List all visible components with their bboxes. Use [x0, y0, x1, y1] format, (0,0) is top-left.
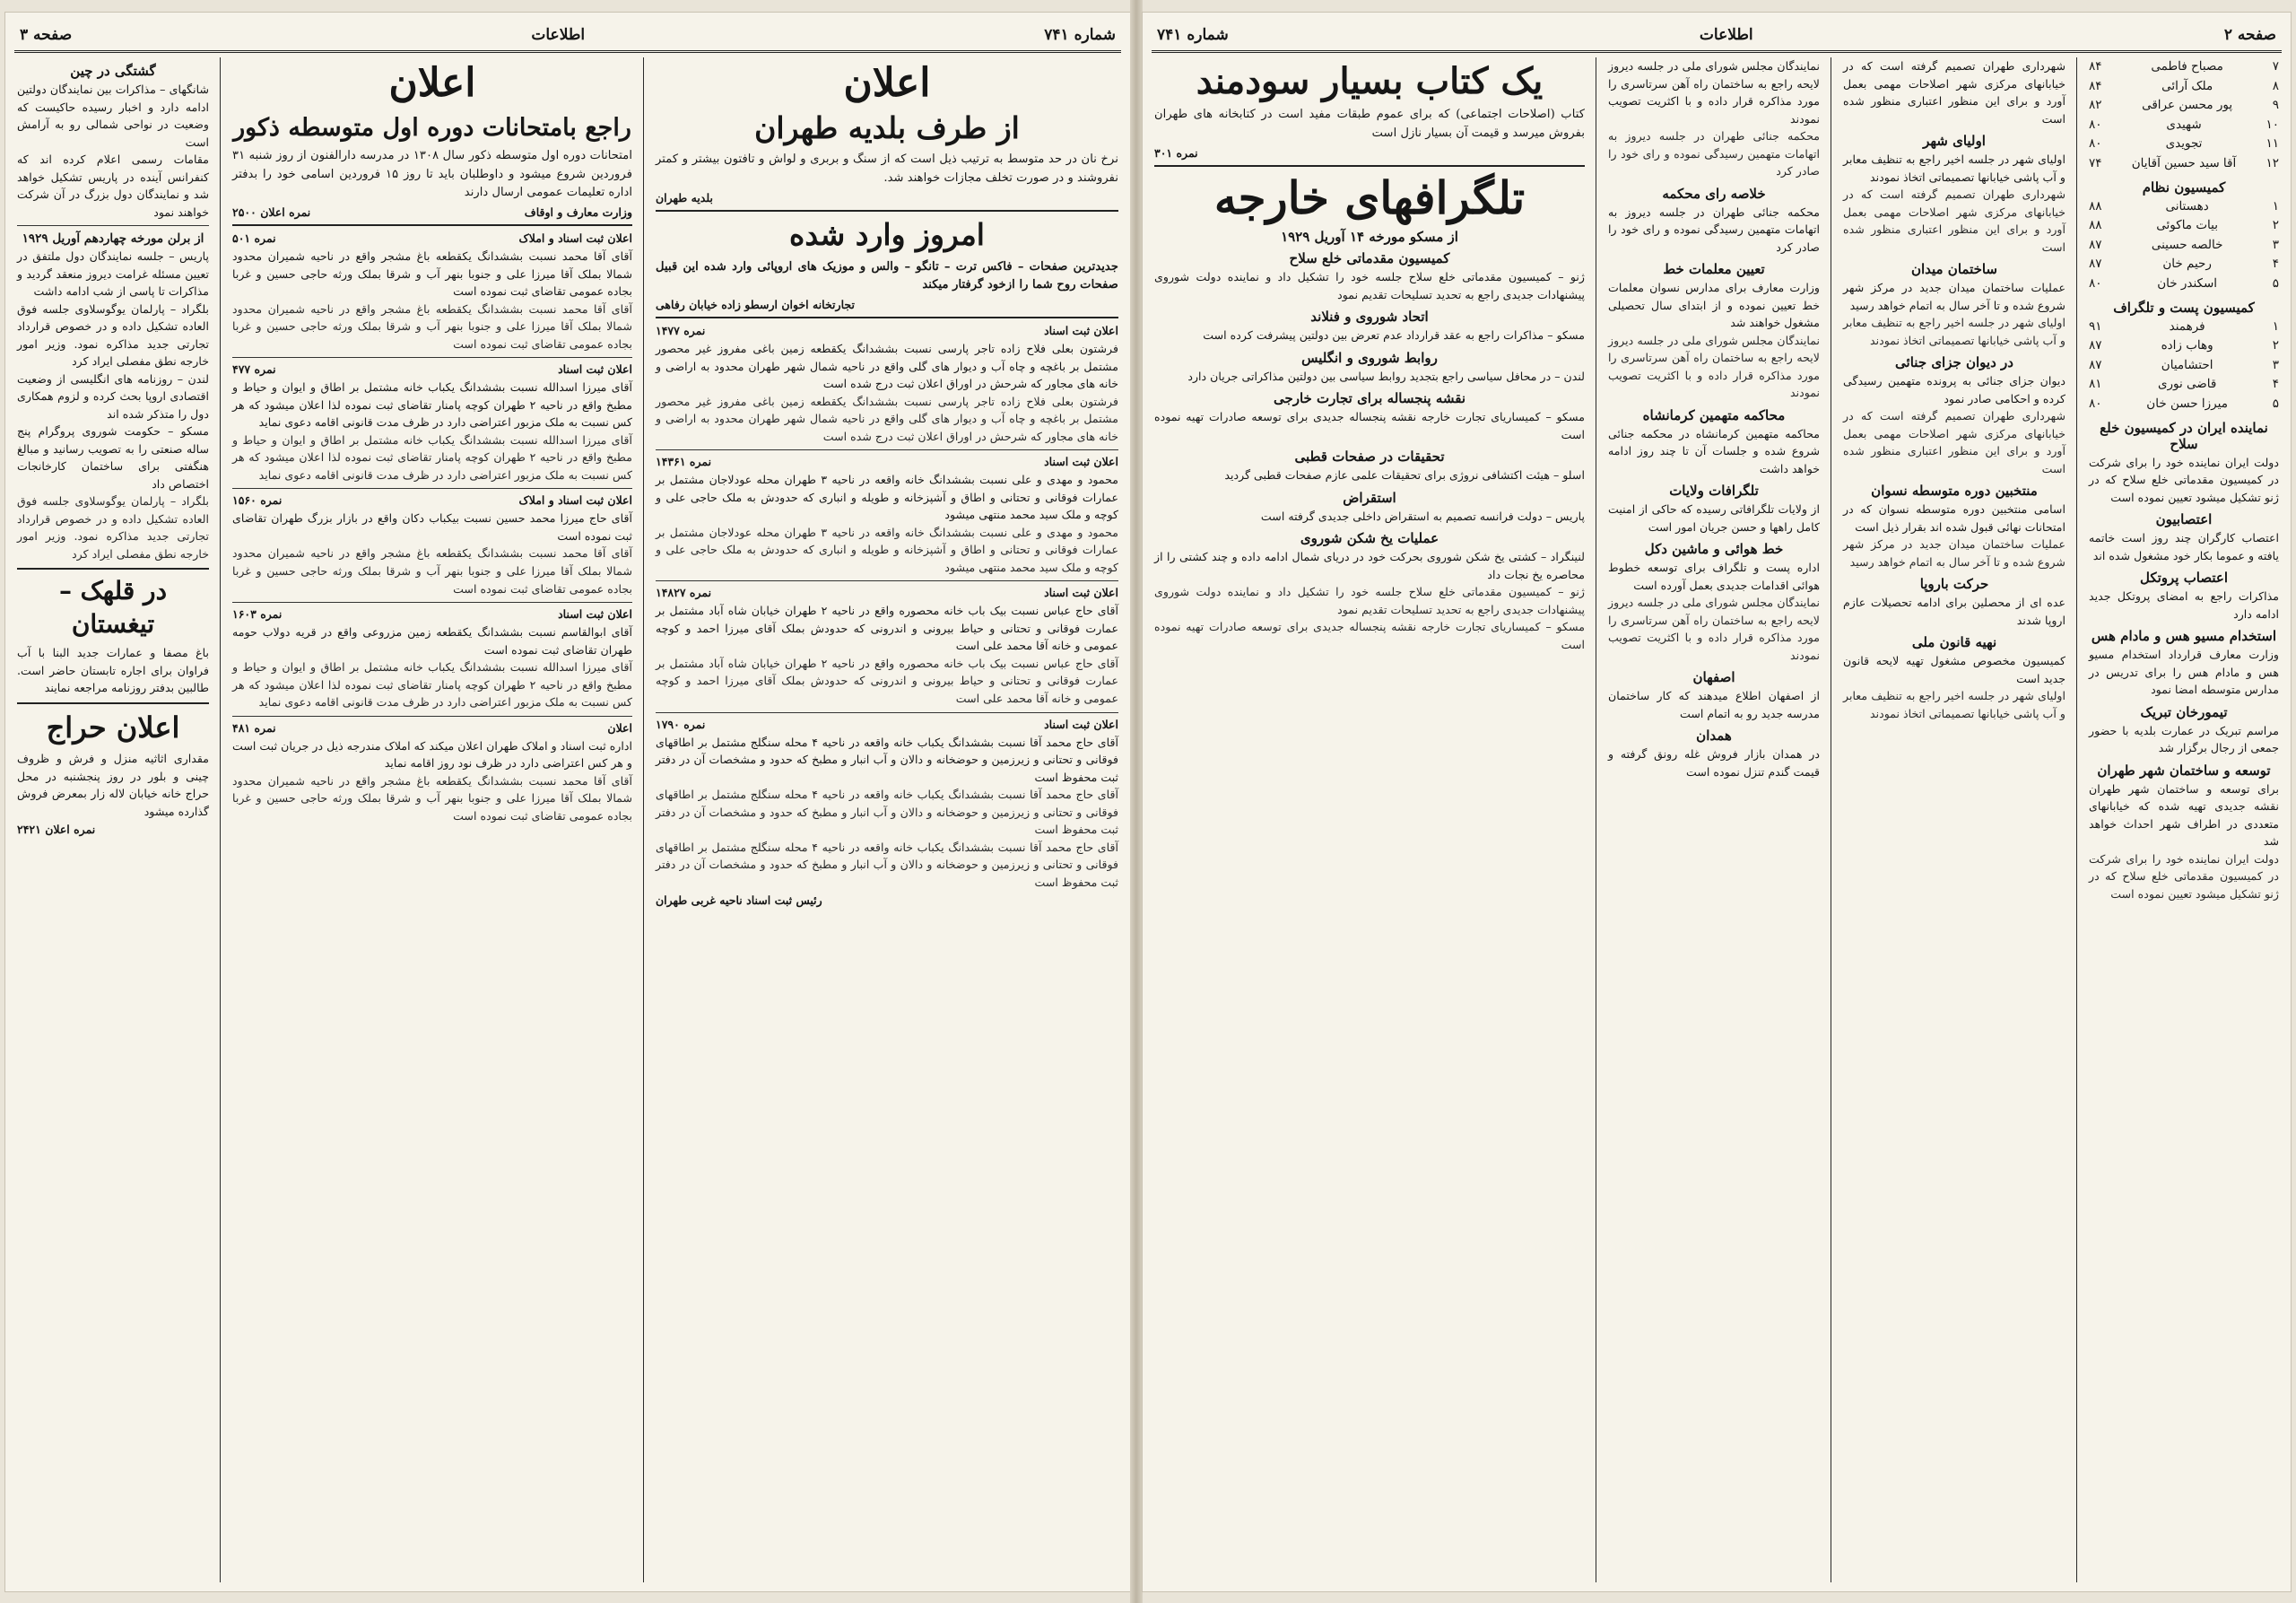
- rp-book-body: کتاب (اصلاحات اجتماعی) که برای عموم طبقات مفید است در کتابخانه های طهران بفروش میرسد و قیمت آن بسیار نازل است: [1154, 108, 1585, 140]
- rp-sub8: توسعه و ساختمان شهر طهران: [2097, 762, 2271, 779]
- lp-n3-body: آقای حاج عباس نسبت بیک باب خانه محصوره واقع در ناحیه ۲ طهران خیابان شاه آباد مشتمل بر عمارت فوقانی و تحتانی و حیاط بیرونی و اندرونی که حدودش بملک آقای میرزا احمد و کوچه عمومی و خانه آقا محمد علی است: [656, 604, 1118, 653]
- lp-n4-body: آقای حاج محمد آقا نسبت بششدانگ یکباب خانه واقعه در ناحیه ۴ محله سنگلج مشتمل بر اطاقهای فوقانی و تحتانی و زیرزمین و حوضخانه و دالان و آب انبار و مطبخ که حدود و مشخصات آن در دفتر ثبت محفوظ است: [656, 735, 1118, 784]
- lp-n4-body-cont: آقای حاج محمد آقا نسبت بششدانگ یکباب خانه واقعه در ناحیه ۴ محله سنگلج مشتمل بر اطاقهای فوقانی و تحتانی و زیرزمین و حوضخانه و دالان و آب انبار و مطبخ که حدود و مشخصات آن در دفتر ثبت محفوظ است: [656, 788, 1118, 837]
- rp-mr-body4-cont: شهرداری طهران تصمیم گرفته است که در خیابانهای مرکزی شهر اصلاحات مهمی بعمل آورد و برای این منظور اعتباری منظور شده است: [1843, 409, 2066, 475]
- rp-ml-body1-cont: محکمه جنائی طهران در جلسه دیروز به اتهامات متهمین رسیدگی نموده و رای خود را صادر کرد: [1608, 129, 1820, 179]
- lp-tiflis-head: در قلهک – تیغستان: [58, 576, 168, 639]
- lp-n1-no: نمره ۱۴۷۷: [656, 324, 706, 338]
- lp-block2: بلگراد – پارلمان یوگوسلاوی جلسه فوق العاده تشکیل داده و در خصوص قرارداد تجارتی جدید مذاکره نمود. وزیر امور خارجه نطق مفصلی ایراد کرد: [17, 301, 209, 369]
- issue-number: شماره ۷۴۱: [1044, 26, 1116, 44]
- rp-ml-body6: اداره پست و تلگراف برای توسعه خطوط هوائی اقدامات جدیدی بعمل آورده است: [1608, 561, 1820, 592]
- list-item: ۸ ملک آرائی ۸۴: [2089, 78, 2279, 93]
- rp-body6: برای توسعه و ساختمان شهر طهران نقشه جدیدی تهیه شده که خیابانهای متعددی در اطراف شهر احداث خواهد شد: [2089, 781, 2279, 849]
- lp-ne-body: اداره ثبت اسناد و املاک طهران اعلان میکند که املاک مندرجه ذیل در جریان ثبت است و هر کس اعتراضی دارد در ظرف نود روز اقامه نماید: [232, 738, 632, 771]
- lp-nc-title: اعلان ثبت اسناد و املاک: [518, 493, 632, 508]
- lp-n1-title: اعلان ثبت اسناد: [1044, 324, 1118, 338]
- rp-paper-name: اطلاعات: [1699, 26, 1753, 44]
- lp-nb-body-cont: آقای میرزا اسدالله نسبت بششدانگ یکباب خانه مشتمل بر اطاق و ایوان و حیاط و مطبخ واقع در ناحیه ۲ طهران کوچه پامنار تقاضای ثبت نموده لذا اعلان میشود که هر کس نسبت به ملک مزبور اعتراضی دارد در ظرف مدت قانونی اقامه دعوی نماید: [232, 432, 632, 482]
- rp-ml-body6-cont: نمایندگان مجلس شورای ملی در جلسه دیروز لایحه راجع به ساختمان راه آهن سرتاسری را مورد مذاکره قرار داده و با اکثریت تصویب نمودند: [1608, 596, 1820, 662]
- rp-tl-sub6: استقراض: [1343, 489, 1396, 506]
- lp-n3-body-cont: آقای حاج عباس نسبت بیک باب خانه محصوره واقع در ناحیه ۲ طهران خیابان شاه آباد مشتمل بر عمارت فوقانی و تحتانی و حیاط بیرونی و اندرونی که حدودش بملک آقای میرزا احمد و کوچه عمومی و خانه آقا محمد علی است: [656, 656, 1118, 705]
- lp-na-no: نمره ۵۰۱: [232, 231, 276, 246]
- rp-tl-block3: لندن – در محافل سیاسی راجع بتجدید روابط سیاسی بین دولتین مذاکراتی جریان دارد: [1187, 369, 1585, 383]
- rp-ml-sub4: تلگرافات ولایات: [1669, 483, 1759, 500]
- lp-berlin-body: پاریس – جلسه نمایندگان دول ملتفق در تعیین مسئله غرامت دیروز منعقد گردید و مذاکرات تا پاسی از شب ادامه داشت: [17, 249, 209, 299]
- rp-page-number: صفحه ۲: [2223, 26, 2276, 44]
- list-item: ۴ رحیم خان ۸۷: [2089, 257, 2279, 272]
- rp-body4: وزارت معارف قرارداد استخدام مسیو هس و مادام هس را برای تدریس در مدارس متوسطه امضا نمود: [2089, 648, 2279, 697]
- lp-nc-no: نمره ۱۵۶۰: [232, 493, 283, 508]
- rp-book-title: یک کتاب بسیار سودمند: [1196, 60, 1544, 102]
- list-item: ۵ میرزا حسن خان ۸۰: [2089, 396, 2279, 411]
- lp-nc-body-cont: آقای آقا محمد نسبت بششدانگ یکقطعه باغ مشجر واقع در ناحیه شمیران محدود شمالا بملک آقا میرزا علی و جنوبا بنهر آب و شرقا بملک ورثه حاجی حسین و غربا بجاده عمومی تقاضای ثبت نموده است: [232, 546, 632, 596]
- lp-exam-sign: وزارت معارف و اوقاف: [524, 205, 632, 220]
- rp-mr-sub1: اولیای شهر: [1923, 133, 1986, 150]
- rp-telegraph-date: از مسکو مورخه ۱۴ آوریل ۱۹۲۹: [1281, 229, 1458, 246]
- lp-n2-body: محمود و مهدی و علی نسبت بششدانگ خانه واقعه در ناحیه ۳ طهران محله عودلاجان مشتمل بر عمارات فوقانی و تحتانی و اطاق و آشپزخانه و طویله و انباری که حدودش به ملک حاجی علی و کوچه و ملک سید محمد منتهی میشود: [656, 473, 1118, 522]
- rp-mr-body3-cont: اولیای شهر در جلسه اخیر راجع به تنظیف معابر و آب پاشی خیابانها تصمیماتی اتخاذ نمودند: [1843, 316, 2066, 347]
- rp-list-1: [2089, 57, 2279, 174]
- rp-body2: اعتصاب کارگران چند روز است خاتمه یافته و عموما بکار خود مشغول شده اند: [2089, 531, 2279, 562]
- rp-mr-body1: شهرداری طهران تصمیم گرفته است که در خیابانهای مرکزی شهر اصلاحات مهمی بعمل آورد و برای این منظور اعتباری منظور شده است: [1843, 59, 2066, 126]
- rp-ml-sub5: خط هوائی و ماشین دکل: [1644, 541, 1784, 558]
- lp-n1-body-cont: فرشتون بعلی فلاح زاده تاجر پارسی نسبت بششدانگ یکقطعه زمین باغی مفروز غیر محصور مشتمل بر باغچه و چاه آب و دیوار های گلی واقع در ناحیه شمال شهر طهران محدود به اراضی و خانه های مجاور که شرحش در اوراق اعلان ثبت درج شده است: [656, 394, 1118, 443]
- lp-ne-body-cont: آقای آقا محمد نسبت بششدانگ یکقطعه باغ مشجر واقع در ناحیه شمیران محدود شمالا بملک آقا میرزا علی و جنوبا بنهر آب و شرقا بملک ورثه حاجی حسین و غربا بجاده عمومی تقاضای ثبت نموده است: [232, 773, 632, 823]
- page-gutter: [1130, 0, 1143, 1603]
- rp-ml-body1: نمایندگان مجلس شورای ملی در جلسه دیروز لایحه راجع به ساختمان راه آهن سرتاسری را مورد مذاکره قرار داده و با اکثریت تصویب نمودند: [1608, 59, 1820, 126]
- rp-mr-sub4: منتخبین دوره متوسطه نسوان: [1871, 483, 2038, 500]
- rp-body5: مراسم تبریک در عمارت بلدیه با حضور جمعی از رجال برگزار شد: [2089, 723, 2279, 755]
- rp-body6-cont: دولت ایران نماینده خود را برای شرکت در کمیسیون مقدماتی خلع سلاح که در ژنو تشکیل میشود تعیین نموده است: [2089, 851, 2279, 901]
- lp-n1-body: فرشتون بعلی فلاح زاده تاجر پارسی نسبت بششدانگ یکقطعه زمین باغی مفروز غیر محصور مشتمل بر باغچه و چاه آب و دیوار های گلی واقع در ناحیه شمال شهر طهران محدود به اراضی و خانه های مجاور که شرحش در اوراق اعلان ثبت درج شده است: [656, 342, 1118, 391]
- list-item: ۳ احتشامیان ۸۷: [2089, 357, 2279, 372]
- lp-notice-subtitle: از طرف بلدیه طهران: [754, 109, 1020, 145]
- lp-n4-sign: رئیس ثبت اسناد ناحیه غربی طهران: [656, 893, 822, 908]
- lp-n4-body-cont2: آقای حاج محمد آقا نسبت بششدانگ یکباب خانه واقعه در ناحیه ۴ محله سنگلج مشتمل بر اطاقهای فوقانی و تحتانی و زیرزمین و حوضخانه و دالان و آب انبار و مطبخ که حدود و مشخصات آن در دفتر ثبت محفوظ است: [656, 840, 1118, 889]
- rp-col-mid-left: [1602, 57, 1826, 1582]
- rp-tl-sub7: عملیات یخ شکن شوروی: [1300, 530, 1439, 547]
- left-page: [5, 13, 1130, 1591]
- lp-n3-title: اعلان ثبت اسناد: [1044, 586, 1118, 600]
- lp-auction-head: اعلان حراج: [46, 710, 180, 745]
- lp-nd-body: آقای ابوالقاسم نسبت بششدانگ یکقطعه زمین مزروعی واقع در قریه دولاب حومه طهران تقاضای ثبت نموده است: [232, 625, 632, 657]
- rp-issue-number: شماره ۷۴۱: [1157, 26, 1229, 44]
- rp-mr-sub2: ساختمان میدان: [1910, 261, 1998, 278]
- lp-n3-no: نمره ۱۴۸۲۷: [656, 586, 712, 600]
- rp-mr-body5-cont: عملیات ساختمان میدان جدید در مرکز شهر شروع شده و تا آخر سال به اتمام خواهد رسید: [1843, 537, 2066, 569]
- lp-n4-no: نمره ۱۷۹۰: [656, 717, 706, 731]
- rp-tl-sub2: اتحاد شوروی و فنلاند: [1310, 309, 1429, 326]
- lp-na-title: اعلان ثبت اسناد و املاک: [518, 231, 632, 246]
- lp-auction-sign: نمره اعلان ۲۴۲۱: [17, 823, 96, 837]
- lp-nd-title: اعلان ثبت اسناد: [558, 607, 632, 622]
- rp-telegraph-title: تلگرافهای خارجه: [1213, 170, 1526, 224]
- rp-list-2: [2089, 197, 2279, 294]
- lp-nb-title: اعلان ثبت اسناد: [558, 362, 632, 377]
- list-item: ۲ وهاب زاده ۸۷: [2089, 338, 2279, 353]
- lp-news-body: شانگهای – مذاکرات بین نمایندگان دولتین ادامه دارد و اخبار رسیده حاکیست که وضعیت در نواحی شمالی رو به آرامش است: [17, 83, 209, 149]
- rp-ml-body7: از اصفهان اطلاع میدهند که کار ساختمان مدرسه جدید رو به اتمام است: [1608, 689, 1820, 720]
- rp-body1: دولت ایران نماینده خود را برای شرکت در کمیسیون مقدماتی خلع سلاح که در ژنو تشکیل میشود تعیین نموده است: [2089, 455, 2279, 504]
- rp-book-sign: نمره ۳۰۱: [1154, 145, 1198, 160]
- list-item: ۱۱ تجویدی ۸۰: [2089, 136, 2279, 152]
- lp-berlin-head: از برلن مورخه چهاردهم آوریل ۱۹۲۹: [22, 231, 204, 247]
- lp-arrived-title: امروز وارد شده: [789, 216, 985, 252]
- lp-na-body: آقای آقا محمد نسبت بششدانگ یکقطعه باغ مشجر واقع در ناحیه شمیران محدود شمالا بملک آقا میرزا علی و جنوبا بنهر آب و شرقا بملک ورثه حاجی حسین و غربا بجاده عمومی تقاضای ثبت نموده است: [232, 249, 632, 299]
- lp-news-head: گشتگی در چین: [70, 63, 156, 79]
- lp-exam-subtitle: راجع بامتحانات دوره اول متوسطه ذکور: [233, 113, 631, 142]
- rp-ml-sub2: تعیین معلمات خط: [1663, 261, 1765, 278]
- list-item: ۱ فرهمند ۹۱: [2089, 318, 2279, 334]
- rp-ml-sub7: همدان: [1696, 727, 1732, 745]
- list-item: ۳ خالصه حسینی ۸۷: [2089, 237, 2279, 252]
- rp-sub5: اعتصاب پروتکل: [2139, 570, 2229, 587]
- rp-telegraph-sub: کمیسیون مقدماتی خلع سلاح: [1289, 250, 1450, 267]
- rp-mr-body4: دیوان جزای جنائی به پرونده متهمین رسیدگی کرده و احکامی صادر نمود: [1843, 374, 2066, 405]
- lp-notice-sign: بلدیه طهران: [656, 190, 713, 205]
- lp-notice-title: اعلان: [843, 60, 931, 106]
- rp-ml-sub1: خلاصه رای محکمه: [1662, 185, 1766, 202]
- lp-nb-body: آقای میرزا اسدالله نسبت بششدانگ یکباب خانه مشتمل بر اطاق و ایوان و حیاط و مطبخ واقع در ناحیه ۲ طهران کوچه پامنار تقاضای ثبت نموده لذا اعلان میشود که هر کس نسبت به ملک مزبور اعتراضی دارد در ظرف مدت قانونی اقامه دعوی نماید: [232, 380, 632, 430]
- lp-exam-body: امتحانات دوره اول متوسطه ذکور سال ۱۳۰۸ در مدرسه دارالفنون از روز شنبه ۳۱ فروردین شروع میشود و داوطلبان باید تا روز ۱۵ فروردین اسامی خود را بدفتر اداره تعلیمات عمومی ارسال دارند: [232, 148, 633, 200]
- rp-mr-body6: عده ای از محصلین برای ادامه تحصیلات عازم اروپا شدند: [1843, 596, 2066, 627]
- rp-sub3: نماینده ایران در کمیسیون خلع سلاح: [2100, 419, 2268, 452]
- rp-mr-body3: عملیات ساختمان میدان جدید در مرکز شهر شروع شده و تا آخر سال به اتمام خواهد رسید: [1843, 281, 2066, 312]
- lp-n4-title: اعلان ثبت اسناد: [1044, 717, 1118, 731]
- list-item: ۹ پور محسن عراقی ۸۲: [2089, 98, 2279, 113]
- lp-nb-no: نمره ۴۷۷: [232, 362, 276, 377]
- lp-ne-no: نمره ۴۸۱: [232, 720, 276, 735]
- rp-tl-block4: مسکو – کمیساریای تجارت خارجه نقشه پنجساله جدیدی برای توسعه صادرات تهیه نموده است: [1154, 410, 1585, 441]
- page-number: صفحه ۳: [20, 26, 73, 44]
- rp-mr-body2: اولیای شهر در جلسه اخیر راجع به تنظیف معابر و آب پاشی خیابانها تصمیماتی اتخاذ نمودند: [1843, 152, 2066, 184]
- lp-arrived-shop: تجارتخانه اخوان ارسطو زاده خیابان رفاهی: [656, 298, 855, 312]
- rp-ml-sub3: محاکمه متهمین کرمانشاه: [1642, 406, 1786, 423]
- rp-mr-body7-cont: اولیای شهر در جلسه اخیر راجع به تنظیف معابر و آب پاشی خیابانها تصمیماتی اتخاذ نمودند: [1843, 689, 2066, 720]
- lp-nd-body-cont: آقای میرزا اسدالله نسبت بششدانگ یکباب خانه مشتمل بر اطاق و ایوان و حیاط و مطبخ واقع در ناحیه ۲ طهران کوچه پامنار تقاضای ثبت نموده لذا اعلان میشود که هر کس نسبت به ملک مزبور اعتراضی دارد در ظرف مدت قانونی اقامه دعوی نماید: [232, 660, 632, 710]
- rp-mr-body2-cont: شهرداری طهران تصمیم گرفته است که در خیابانهای مرکزی شهر اصلاحات مهمی بعمل آورد و برای این منظور اعتباری منظور شده است: [1843, 187, 2066, 254]
- rp-tl-block1: ژنو – کمیسیون مقدماتی خلع سلاح جلسه خود را تشکیل داد و نماینده دولت شوروی پیشنهادات جدیدی راجع به تحدید تسلیحات تقدیم نمود: [1154, 270, 1585, 301]
- list-item: ۱۰ شهیدی ۸۰: [2089, 117, 2279, 132]
- rp-tl-block7-cont: ژنو – کمیسیون مقدماتی خلع سلاح جلسه خود را تشکیل داد و نماینده دولت شوروی پیشنهادات جدیدی راجع به تحدید تسلیحات تقدیم نمود: [1154, 585, 1585, 616]
- rp-ml-body5: از ولایات تلگرافاتی رسیده که حاکی از امنیت کامل راهها و حسن جریان امور است: [1608, 502, 1820, 534]
- list-item: ۴ قاضی نوری ۸۱: [2089, 377, 2279, 392]
- rp-mr-body5: اسامی منتخبین دوره متوسطه نسوان که در امتحانات نهائی قبول شده اند بقرار ذیل است: [1843, 502, 2066, 534]
- rp-col-left: [1148, 57, 1591, 1582]
- lp-nc-body: آقای حاج میرزا محمد حسین نسبت بیکباب دکان واقع در بازار بزرگ طهران تقاضای ثبت نموده است: [232, 511, 632, 543]
- rp-col-right: [2083, 57, 2285, 1582]
- lp-ne-title: اعلان: [607, 720, 632, 735]
- lp-auction-body: مقداری اثاثیه منزل و فرش و ظروف چینی و بلور در روز پنجشنبه در محل حراج خانه خیابان لاله زار بمعرض فروش گذارده میشود: [17, 752, 209, 818]
- right-page-header: [1152, 20, 2282, 53]
- paper-name: اطلاعات: [531, 26, 586, 44]
- lp-na-body-cont: آقای آقا محمد نسبت بششدانگ یکقطعه باغ مشجر واقع در ناحیه شمیران محدود شمالا بملک آقا میرزا علی و جنوبا بنهر آب و شرقا بملک ورثه حاجی حسین و غربا بجاده عمومی تقاضای ثبت نموده است: [232, 301, 632, 351]
- rp-sub7: تیمورخان تبریک: [2140, 703, 2228, 720]
- rp-body3: مذاکرات راجع به امضای پروتکل جدید ادامه دارد: [2089, 589, 2279, 621]
- rp-tl-block7-cont2: مسکو – کمیساریای تجارت خارجه نقشه پنجساله جدیدی برای توسعه صادرات تهیه نموده است: [1154, 620, 1585, 651]
- lp-notice-body: نرخ نان در حد متوسط به ترتیب ذیل است که از سنگ و بربری و لواش و تافتون بیشتر و کمتر نفروشند و در صورت تخلف مجازات خواهند شد.: [656, 152, 1118, 186]
- rp-tl-block7: لنینگراد – کشتی یخ شکن شوروی بحرکت خود در دریای شمال ادامه داده و چند کشتی را از محاصره یخ نجات داد: [1154, 550, 1585, 581]
- list-item: ۱۲ آقا سید حسین آقایان ۷۴: [2089, 155, 2279, 170]
- rp-mr-sub5: حرکت باروپا: [1919, 576, 1989, 593]
- rp-list-3: [2089, 318, 2279, 414]
- rp-sub6: استخدام مسیو هس و مادام هس: [2091, 628, 2277, 645]
- right-page: [1143, 13, 2291, 1591]
- lp-arrived-body: جدیدترین صفحات – فاکس ترت – تانگو – والس و موزیک های اروپائی وارد شده این قبیل صفحات روح شما را ازخود گرفتار میکند: [656, 259, 1118, 292]
- lp-nd-no: نمره ۱۶۰۳: [232, 607, 283, 622]
- rp-tl-block2: مسکو – مذاکرات راجع به عقد قرارداد عدم تعرض بین دولتین پیشرفت کرده است: [1203, 328, 1585, 343]
- lp-block3: لندن – روزنامه های انگلیسی از وضعیت اقتصادی اروپا بحث کرده و لزوم همکاری دول را متذکر شده اند: [17, 371, 209, 421]
- rp-sub1: کمیسیون نظام: [2142, 179, 2226, 196]
- lp-col-left: [11, 57, 215, 1582]
- list-item: ۵ اسکندر خان ۸۰: [2089, 275, 2279, 291]
- rp-ml-sub6: اصفهان: [1692, 669, 1735, 686]
- lp-col-right: [649, 57, 1125, 1582]
- rp-tl-sub4: نقشه پنجساله برای تجارت خارجی: [1273, 390, 1466, 407]
- lp-exam-no: نمره اعلان ۲۵۰۰: [232, 205, 311, 220]
- list-item: ۲ بیات ماکوئی ۸۸: [2089, 218, 2279, 233]
- lp-n2-body-cont: محمود و مهدی و علی نسبت بششدانگ خانه واقعه در ناحیه ۳ طهران محله عودلاجان مشتمل بر عمارات فوقانی و تحتانی و اطاق و آشپزخانه و طویله و انباری که حدودش به ملک حاجی علی و کوچه و ملک سید محمد منتهی میشود: [656, 525, 1118, 574]
- rp-mr-sub3: در دیوان جزای جنائی: [1895, 354, 2013, 371]
- lp-exam-title: اعلان: [388, 60, 476, 106]
- rp-mr-body7: کمیسیون مخصوص مشغول تهیه لایحه قانون جدید است: [1843, 654, 2066, 685]
- rp-sub4: اعتصابیون: [2155, 511, 2213, 528]
- rp-ml-body2: محکمه جنائی طهران در جلسه دیروز به اتهامات متهمین رسیدگی نموده و رای خود را صادر کرد: [1608, 205, 1820, 254]
- rp-tl-block5: اسلو – هیئت اکتشافی نروژی برای تحقیقات علمی عازم صفحات قطبی گردید: [1224, 468, 1585, 483]
- list-item: ۱ دهستانی ۸۸: [2089, 198, 2279, 213]
- lp-col-mid: [226, 57, 639, 1582]
- rp-ml-body4: محاکمه متهمین کرمانشاه در محکمه جنائی شروع شده و جلسات آن تا چند روز ادامه خواهد داشت: [1608, 426, 1820, 475]
- lp-block1: مقامات رسمی اعلام کرده اند که کنفرانس آینده در پاریس تشکیل خواهد شد و نمایندگان دول بزرگ در آن شرکت خواهند نمود: [17, 152, 209, 219]
- rp-sub2: کمیسیون پست و تلگراف: [2113, 299, 2255, 316]
- list-item: ۷ مصباح فاطمی ۸۴: [2089, 59, 2279, 74]
- rp-mr-sub6: نهیه قانون ملی: [1911, 634, 1997, 651]
- rp-tl-sub3: روابط شوروی و انگلیس: [1301, 349, 1438, 366]
- rp-ml-body3: وزارت معارف برای مدارس نسوان معلمات خط تعیین نموده و از ابتدای سال تحصیلی مشغول خواهند شد: [1608, 281, 1820, 330]
- lp-block4: مسکو – حکومت شوروی پروگرام پنج ساله صنعتی را به تصویب رسانید و مبالغ هنگفتی برای ساختمان کارخانجات اختصاص داد: [17, 424, 209, 491]
- rp-tl-block6: پاریس – دولت فرانسه تصمیم به استقراض داخلی جدیدی گرفته است: [1260, 509, 1585, 523]
- rp-ml-body8: در همدان بازار فروش غله رونق گرفته و قیمت گندم تنزل نموده است: [1608, 747, 1820, 779]
- lp-n2-no: نمره ۱۴۳۶۱: [656, 455, 712, 469]
- rp-col-mid-right: [1837, 57, 2072, 1582]
- lp-n2-title: اعلان ثبت اسناد: [1044, 455, 1118, 469]
- rp-ml-body3-cont: نمایندگان مجلس شورای ملی در جلسه دیروز لایحه راجع به ساختمان راه آهن سرتاسری را مورد مذاکره قرار داده و با اکثریت تصویب نمودند: [1608, 333, 1820, 400]
- lp-tiflis-body: باغ مصفا و عمارات جدید البنا با آب فراوان برای اجاره تابستان حاضر است. طالبین بدفتر روزنامه مراجعه نمایند: [17, 646, 209, 695]
- lp-block4-cont: بلگراد – پارلمان یوگوسلاوی جلسه فوق العاده تشکیل داده و در خصوص قرارداد تجارتی جدید مذاکره نمود. وزیر امور خارجه نطق مفصلی ایراد کرد: [17, 494, 209, 561]
- left-page-header: [14, 20, 1121, 53]
- rp-tl-sub5: تحقیقات در صفحات قطبی: [1294, 449, 1445, 466]
